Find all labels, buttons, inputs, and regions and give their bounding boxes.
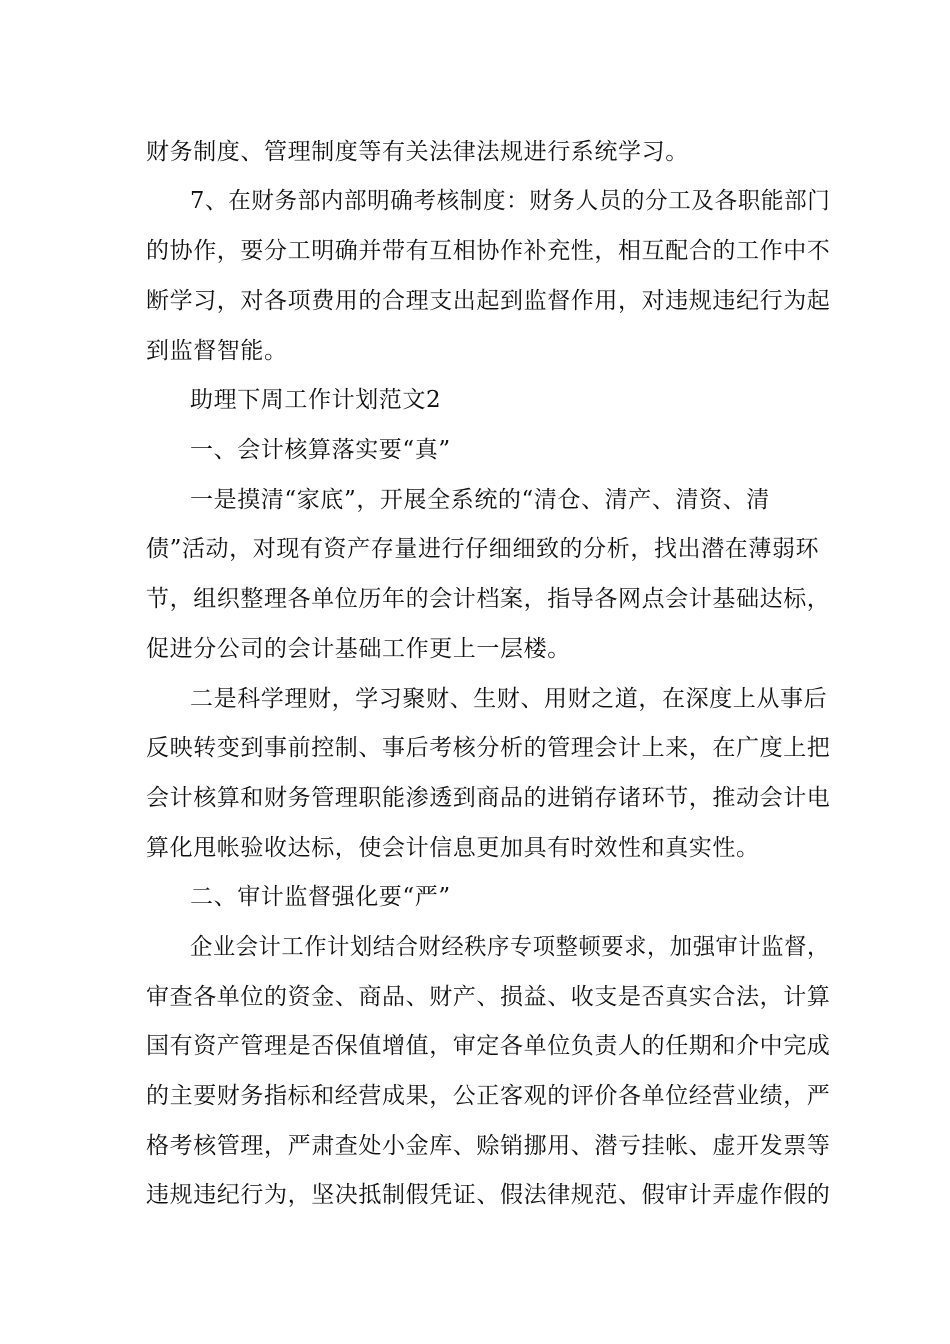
paragraph-line: 节，组织整理各单位历年的会计档案，指导各网点会计基础达标， <box>146 586 831 612</box>
paragraph-line: 债”活动，对现有资产存量进行仔细细致的分析，找出潜在薄弱环 <box>146 536 820 562</box>
paragraph-line: 审查各单位的资金、商品、财产、损益、收支是否真实合法，计算 <box>146 984 831 1010</box>
paragraph-line: 格考核管理，严肃查处小金库、赊销挪用、潜亏挂帐、虚开发票等 <box>146 1133 831 1159</box>
paragraph-line: 到监督智能。 <box>146 338 288 364</box>
paragraph-line: 企业会计工作计划结合财经秩序专项整顿要求，加强审计监督， <box>190 934 830 960</box>
paragraph-line: 的协作，要分工明确并带有互相协作补充性，相互配合的工作中不 <box>146 238 831 264</box>
section-heading: 一、会计核算落实要“真” <box>190 437 451 463</box>
paragraph-line: 反映转变到事前控制、事后考核分析的管理会计上来，在广度上把 <box>146 735 831 761</box>
paragraph-line: 财务制度、管理制度等有关法律法规进行系统学习。 <box>146 139 689 165</box>
paragraph-line: 7、在财务部内部明确考核制度：财务人员的分工及各职能部门 <box>190 188 831 214</box>
paragraph-line: 二是科学理财，学习聚财、生财、用财之道，在深度上从事后 <box>190 686 828 712</box>
section-heading: 助理下周工作计划范文2 <box>190 387 442 413</box>
paragraph-line: 违规违纪行为，坚决抵制假凭证、假法律规范、假审计弄虚作假的 <box>146 1182 831 1208</box>
paragraph-line: 一是摸清“家底”，开展全系统的“清仓、清产、清资、清 <box>190 487 770 513</box>
paragraph-line: 断学习，对各项费用的合理支出起到监督作用，对违规违纪行为起 <box>146 288 831 314</box>
section-heading: 二、审计监督强化要“严” <box>190 884 451 910</box>
paragraph-line: 会计核算和财务管理职能渗透到商品的进销存诸环节，推动会计电 <box>146 785 831 811</box>
paragraph-line: 的主要财务指标和经营成果，公正客观的评价各单位经营业绩，严 <box>146 1083 831 1109</box>
paragraph-line: 促进分公司的会计基础工作更上一层楼。 <box>146 636 571 662</box>
paragraph-line: 算化甩帐验收达标，使会计信息更加具有时效性和真实性。 <box>146 835 760 861</box>
paragraph-line: 国有资产管理是否保值增值，审定各单位负责人的任期和介中完成 <box>146 1033 831 1059</box>
